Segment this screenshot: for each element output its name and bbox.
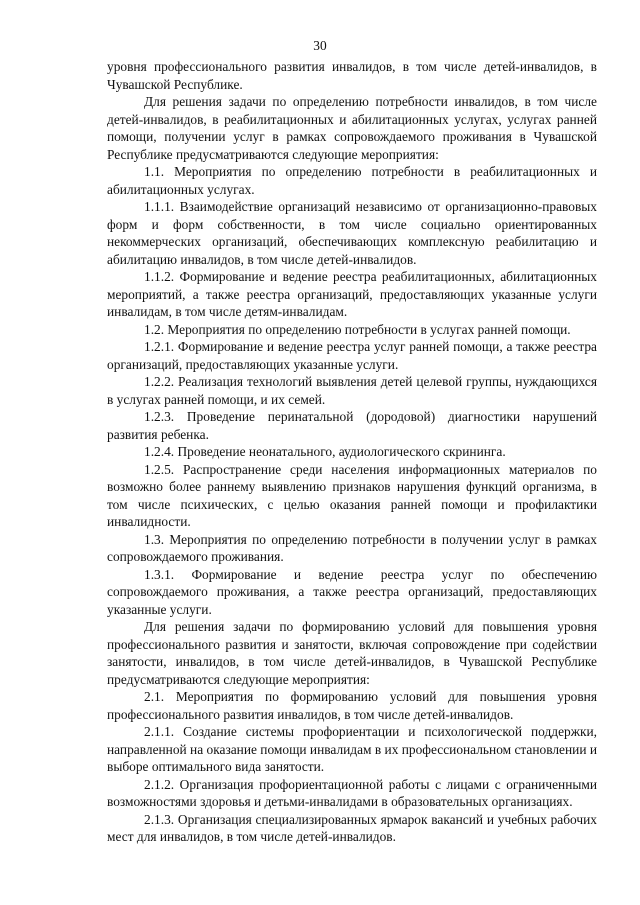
paragraph-1-2: 1.2. Мероприятия по определению потребности в услугах ранней помощи.	[144, 321, 571, 337]
paragraph-1-1-1: 1.1.1. Взаимодействие организаций независимо от организационно-правовых форм и форм собственности, в том числе социально ориентированных некоммерческих организаций, обеспечивающих комплексную реабилитацию и абилитацию инвалидов, в том числе детей-инвалидов.	[107, 199, 597, 267]
paragraph-1-2-2: 1.2.2. Реализация технологий выявления детей целевой группы, нуждающихся в услугах ранней помощи, и их семей.	[107, 374, 597, 407]
paragraph-2-1-1: 2.1.1. Создание системы профориентации и психологической поддержки, направленной на оказание помощи инвалидам в их профессиональном становлении и выборе оптимального вида занятости.	[107, 724, 597, 774]
paragraph-2-1: 2.1. Мероприятия по формированию условий для повышения уровня профессионального развития инвалидов, в том числе детей-инвалидов.	[107, 689, 597, 722]
paragraph-intro-task-1: Для решения задачи по определению потребности инвалидов, в том числе детей-инвалидов, в реабилитационных и абилитационных услугах, услугах ранней помощи, получении услуг в рамках сопровождаемого проживания в Чувашской Республике предусматриваются следующие мероприятия:	[107, 94, 597, 162]
paragraph-1-2-1: 1.2.1. Формирование и ведение реестра услуг ранней помощи, а также реестра организаций, предоставляющих указанные услуги.	[107, 339, 597, 372]
paragraph-1-2-3: 1.2.3. Проведение перинатальной (дородовой) диагностики нарушений развития ребенка.	[107, 409, 597, 442]
paragraph-1-1: 1.1. Мероприятия по определению потребности в реабилитационных и абилитационных услугах.	[107, 164, 597, 197]
paragraph-1-1-2: 1.1.2. Формирование и ведение реестра реабилитационных, абилитационных мероприятий, а также реестра организаций, предоставляющих указанные услуги инвалидам, в том числе детям-инвалидам.	[107, 269, 597, 319]
paragraph-continuation: уровня профессионального развития инвалидов, в том числе детей-инвалидов, в Чувашской Республике.	[107, 59, 597, 92]
paragraph-1-3-1: 1.3.1. Формирование и ведение реестра услуг по обеспечению сопровождаемого проживания, а также реестра организаций, предоставляющих указанные услуги.	[107, 566, 597, 617]
document-body	[107, 58, 597, 846]
page-number: 30	[313, 38, 327, 53]
paragraph-1-2-4: 1.2.4. Проведение неонатального, аудиологического скрининга.	[144, 444, 506, 459]
paragraph-intro-task-2: Для решения задачи по формированию условий для повышения уровня профессионального развития и занятости, включая сопровождение при содействии занятости, инвалидов, в том числе детей-инвалидов, в Чувашской Республике предусматриваются следующие мероприятия:	[107, 619, 597, 687]
paragraph-2-1-3: 2.1.3. Организация специализированных ярмарок вакансий и учебных рабочих мест для инвалидов, в том числе детей-инвалидов.	[107, 811, 597, 844]
paragraph-1-2-5: 1.2.5. Распространение среди населения информационных материалов по возможно более раннему выявлению признаков нарушения функций организма, в том числе психических, с целью оказания ранней помощи и профилактики инвалидности.	[107, 461, 597, 529]
paragraph-2-1-2: 2.1.2. Организация профориентационной работы с лицами с ограниченными возможностями здоровья и детьми-инвалидами в образовательных организациях.	[107, 776, 597, 809]
paragraph-1-3: 1.3. Мероприятия по определению потребности в получении услуг в рамках сопровождаемого проживания.	[107, 531, 597, 564]
